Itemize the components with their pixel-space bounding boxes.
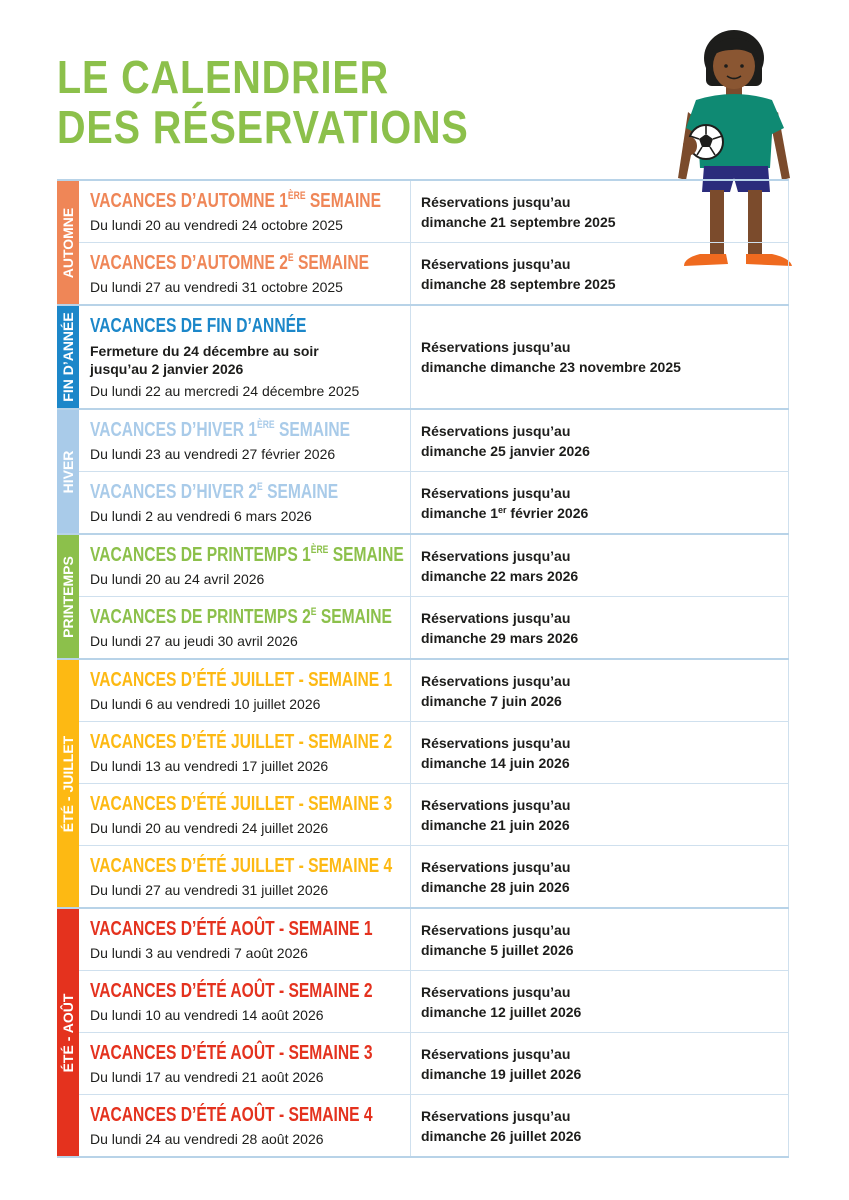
season-label: FIN D’ANNÉE	[60, 312, 76, 402]
period-title-ordinal: E	[287, 252, 294, 264]
reservation-label: Réservations jusqu’au	[421, 1107, 571, 1124]
reservation-deadline-text: dimanche 21 juin 2026	[421, 816, 570, 833]
season-band	[57, 306, 79, 408]
period-title	[90, 917, 373, 941]
period-title-text: VACANCES D’AUTOMNE 2	[90, 252, 288, 274]
period-title-text: VACANCES D’ÉTÉ JUILLET - SEMAINE 1	[90, 669, 393, 691]
season-band	[57, 410, 79, 533]
period-title-text: VACANCES D’ÉTÉ AOÛT - SEMAINE 4	[90, 1104, 373, 1126]
table-row	[79, 721, 789, 783]
reservation-deadline	[421, 441, 788, 461]
season-label: AUTOMNE	[60, 207, 76, 278]
period-title-ordinal: E	[310, 606, 317, 618]
period-cell	[79, 597, 411, 658]
period-dates: Du lundi 23 au vendredi 27 février 2026	[90, 446, 336, 462]
closure-note	[90, 342, 410, 378]
period-title	[90, 854, 392, 878]
page-title	[57, 52, 469, 152]
period-cell	[79, 410, 411, 471]
reservation-calendar-table	[57, 179, 789, 1158]
period-title	[90, 792, 392, 816]
reservation-deadline	[421, 566, 788, 586]
reservation-deadline-text: dimanche 21 septembre 2025	[421, 213, 616, 230]
period-title-text: VACANCES DE PRINTEMPS 1	[90, 544, 311, 566]
reservation-label: Réservations jusqu’au	[421, 796, 571, 813]
period-dates: Du lundi 3 au vendredi 7 août 2026	[90, 945, 308, 961]
period-title-ordinal: E	[257, 481, 263, 493]
reservation-deadline	[421, 212, 788, 232]
period-title	[90, 1041, 373, 1065]
reservation-deadline-text: dimanche 1	[421, 504, 499, 521]
period-cell	[79, 909, 411, 970]
period-title-text: VACANCES D’ÉTÉ AOÛT - SEMAINE 3	[90, 1042, 373, 1064]
period-title-text: VACANCES D’ÉTÉ JUILLET - SEMAINE 4	[90, 855, 393, 877]
table-row	[79, 242, 789, 304]
reservation-deadline	[421, 940, 788, 960]
reservation-label: Réservations jusqu’au	[421, 609, 571, 626]
period-title-text: VACANCES D’ÉTÉ AOÛT - SEMAINE 1	[90, 918, 373, 940]
table-row	[79, 970, 789, 1032]
reservation-deadline	[421, 1064, 788, 1084]
period-title-ordinal: ÈRE	[287, 190, 306, 202]
reservation-label: Réservations jusqu’au	[421, 858, 571, 875]
season-band	[57, 181, 79, 304]
reservation-label: Réservations jusqu’au	[421, 193, 571, 210]
period-dates: Du lundi 6 au vendredi 10 juillet 2026	[90, 696, 321, 712]
season-label: ÉTÉ - JUILLET	[60, 735, 76, 832]
reservation-deadline-cell	[411, 181, 789, 242]
period-title-text: VACANCES DE FIN D’ANNÉE	[90, 315, 307, 337]
reservation-label: Réservations jusqu’au	[421, 734, 571, 751]
period-title	[90, 251, 369, 275]
reservation-deadline-cell	[411, 597, 789, 658]
closure-note-line-1: Fermeture du 24 décembre au soir	[90, 343, 319, 359]
season-section	[57, 410, 789, 535]
table-row	[79, 535, 789, 596]
season-section	[57, 306, 789, 410]
reservation-label: Réservations jusqu’au	[421, 339, 571, 355]
period-title-end: SEMAINE	[328, 544, 404, 566]
period-title-ordinal: ÈRE	[310, 544, 329, 556]
period-dates: Du lundi 20 au 24 avril 2026	[90, 571, 265, 587]
reservation-deadline-text: dimanche 29 mars 2026	[421, 629, 579, 646]
period-dates: Du lundi 27 au jeudi 30 avril 2026	[90, 633, 298, 649]
period-title	[90, 979, 373, 1003]
table-row	[79, 660, 789, 721]
reservation-deadline-text: dimanche 28 juin 2026	[421, 878, 570, 895]
period-cell	[79, 1095, 411, 1156]
reservation-deadline	[421, 628, 788, 648]
table-row	[79, 909, 789, 970]
reservation-deadline-cell	[411, 1095, 789, 1156]
period-title-text: VACANCES D’HIVER 2	[90, 481, 258, 503]
period-dates: Du lundi 20 au vendredi 24 juillet 2026	[90, 820, 329, 836]
period-cell	[79, 181, 411, 242]
period-title-text: VACANCES D’ÉTÉ JUILLET - SEMAINE 2	[90, 731, 393, 753]
period-title	[90, 418, 350, 442]
period-title	[90, 605, 392, 629]
period-title	[90, 1103, 373, 1127]
reservation-label: Réservations jusqu’au	[421, 672, 571, 689]
table-row	[79, 845, 789, 907]
reservation-deadline-text: dimanche 28 septembre 2025	[421, 275, 616, 292]
season-section	[57, 181, 789, 306]
reservation-deadline-text: dimanche 19 juillet 2026	[421, 1065, 582, 1082]
page-title-line-2: DES RÉSERVATIONS	[57, 101, 469, 153]
reservation-deadline-cell	[411, 722, 789, 783]
period-dates: Du lundi 27 au vendredi 31 juillet 2026	[90, 882, 329, 898]
season-label: PRINTEMPS	[60, 555, 76, 638]
period-title	[90, 189, 381, 213]
reservation-deadline-text: dimanche 14 juin 2026	[421, 754, 570, 771]
closure-note-line-2: jusqu’au 2 janvier 2026	[90, 361, 244, 377]
table-row	[79, 783, 789, 845]
reservation-deadline	[421, 1126, 788, 1146]
reservation-deadline-end: février 2026	[506, 504, 589, 521]
reservation-deadline-cell	[411, 472, 789, 533]
reservation-deadline-cell	[411, 535, 789, 596]
period-cell	[79, 971, 411, 1032]
reservation-deadline-cell	[411, 909, 789, 970]
period-title-end: SEMAINE	[262, 481, 339, 503]
reservation-deadline-cell	[411, 1033, 789, 1094]
reservation-deadline-text: dimanche 7 juin 2026	[421, 692, 562, 709]
period-cell	[79, 660, 411, 721]
period-title-end: SEMAINE	[316, 606, 392, 628]
reservation-deadline-cell	[411, 846, 789, 907]
table-row	[79, 471, 789, 533]
reservation-label: Réservations jusqu’au	[421, 255, 571, 272]
period-dates: Du lundi 27 au vendredi 31 octobre 2025	[90, 279, 343, 295]
reservation-label: Réservations jusqu’au	[421, 422, 571, 439]
reservation-deadline	[421, 753, 788, 773]
period-title-text: VACANCES D’ÉTÉ AOÛT - SEMAINE 2	[90, 980, 373, 1002]
period-title-end: SEMAINE	[305, 190, 381, 212]
reservation-deadline-ordinal: er	[498, 504, 507, 515]
reservation-deadline-cell	[411, 243, 789, 304]
period-title-ordinal: ÈRE	[257, 419, 275, 431]
table-row	[79, 181, 789, 242]
season-label: HIVER	[60, 450, 76, 493]
period-cell	[79, 722, 411, 783]
table-row	[79, 1094, 789, 1156]
period-title-text: VACANCES D’HIVER 1	[90, 419, 258, 441]
period-dates: Du lundi 24 au vendredi 28 août 2026	[90, 1131, 324, 1147]
period-cell	[79, 243, 411, 304]
period-dates: Du lundi 20 au vendredi 24 octobre 2025	[90, 217, 343, 233]
reservation-deadline-text: dimanche dimanche 23 novembre 2025	[421, 359, 681, 375]
period-title	[90, 668, 392, 692]
reservation-deadline-cell	[411, 660, 789, 721]
reservation-deadline-text: dimanche 5 juillet 2026	[421, 941, 574, 958]
reservation-deadline-cell	[411, 410, 789, 471]
reservation-deadline	[421, 815, 788, 835]
reservation-deadline	[421, 503, 788, 523]
period-title	[90, 480, 338, 504]
reservation-label: Réservations jusqu’au	[421, 983, 571, 1000]
period-title	[90, 314, 306, 338]
reservation-deadline-text: dimanche 26 juillet 2026	[421, 1127, 582, 1144]
period-title	[90, 730, 392, 754]
period-cell	[79, 1033, 411, 1094]
season-band	[57, 660, 79, 907]
table-row	[79, 410, 789, 471]
period-title-end: SEMAINE	[293, 252, 370, 274]
period-dates: Du lundi 2 au vendredi 6 mars 2026	[90, 508, 312, 524]
reservation-deadline	[421, 274, 788, 294]
reservation-deadline	[421, 357, 788, 377]
period-dates: Du lundi 22 au mercredi 24 décembre 2025	[90, 383, 360, 399]
reservation-label: Réservations jusqu’au	[421, 921, 571, 938]
reservation-label: Réservations jusqu’au	[421, 1045, 571, 1062]
period-title	[90, 543, 404, 567]
reservation-deadline	[421, 877, 788, 897]
period-title-end: SEMAINE	[274, 419, 351, 441]
reservation-label: Réservations jusqu’au	[421, 484, 571, 501]
reservation-deadline-cell	[411, 971, 789, 1032]
table-row	[79, 306, 789, 408]
period-cell	[79, 846, 411, 907]
reservation-deadline-cell	[411, 306, 789, 408]
reservation-deadline-text: dimanche 25 janvier 2026	[421, 442, 590, 459]
period-cell	[79, 306, 411, 408]
reservation-deadline	[421, 691, 788, 711]
reservation-deadline-text: dimanche 12 juillet 2026	[421, 1003, 582, 1020]
season-band	[57, 909, 79, 1156]
season-section	[57, 660, 789, 909]
page-title-line-1: LE CALENDRIER	[57, 51, 390, 103]
period-title-text: VACANCES D’ÉTÉ JUILLET - SEMAINE 3	[90, 793, 393, 815]
table-row	[79, 596, 789, 658]
period-title-text: VACANCES D’AUTOMNE 1	[90, 190, 288, 212]
period-dates: Du lundi 13 au vendredi 17 juillet 2026	[90, 758, 329, 774]
season-section	[57, 535, 789, 660]
reservation-deadline-cell	[411, 784, 789, 845]
period-title-text: VACANCES DE PRINTEMPS 2	[90, 606, 311, 628]
season-label: ÉTÉ - AOÛT	[60, 993, 76, 1072]
reservation-deadline	[421, 1002, 788, 1022]
period-dates: Du lundi 10 au vendredi 14 août 2026	[90, 1007, 324, 1023]
period-cell	[79, 784, 411, 845]
reservation-deadline-text: dimanche 22 mars 2026	[421, 567, 579, 584]
period-dates: Du lundi 17 au vendredi 21 août 2026	[90, 1069, 324, 1085]
season-section	[57, 909, 789, 1158]
table-row	[79, 1032, 789, 1094]
season-band	[57, 535, 79, 658]
reservation-label: Réservations jusqu’au	[421, 547, 571, 564]
period-cell	[79, 535, 411, 596]
period-cell	[79, 472, 411, 533]
